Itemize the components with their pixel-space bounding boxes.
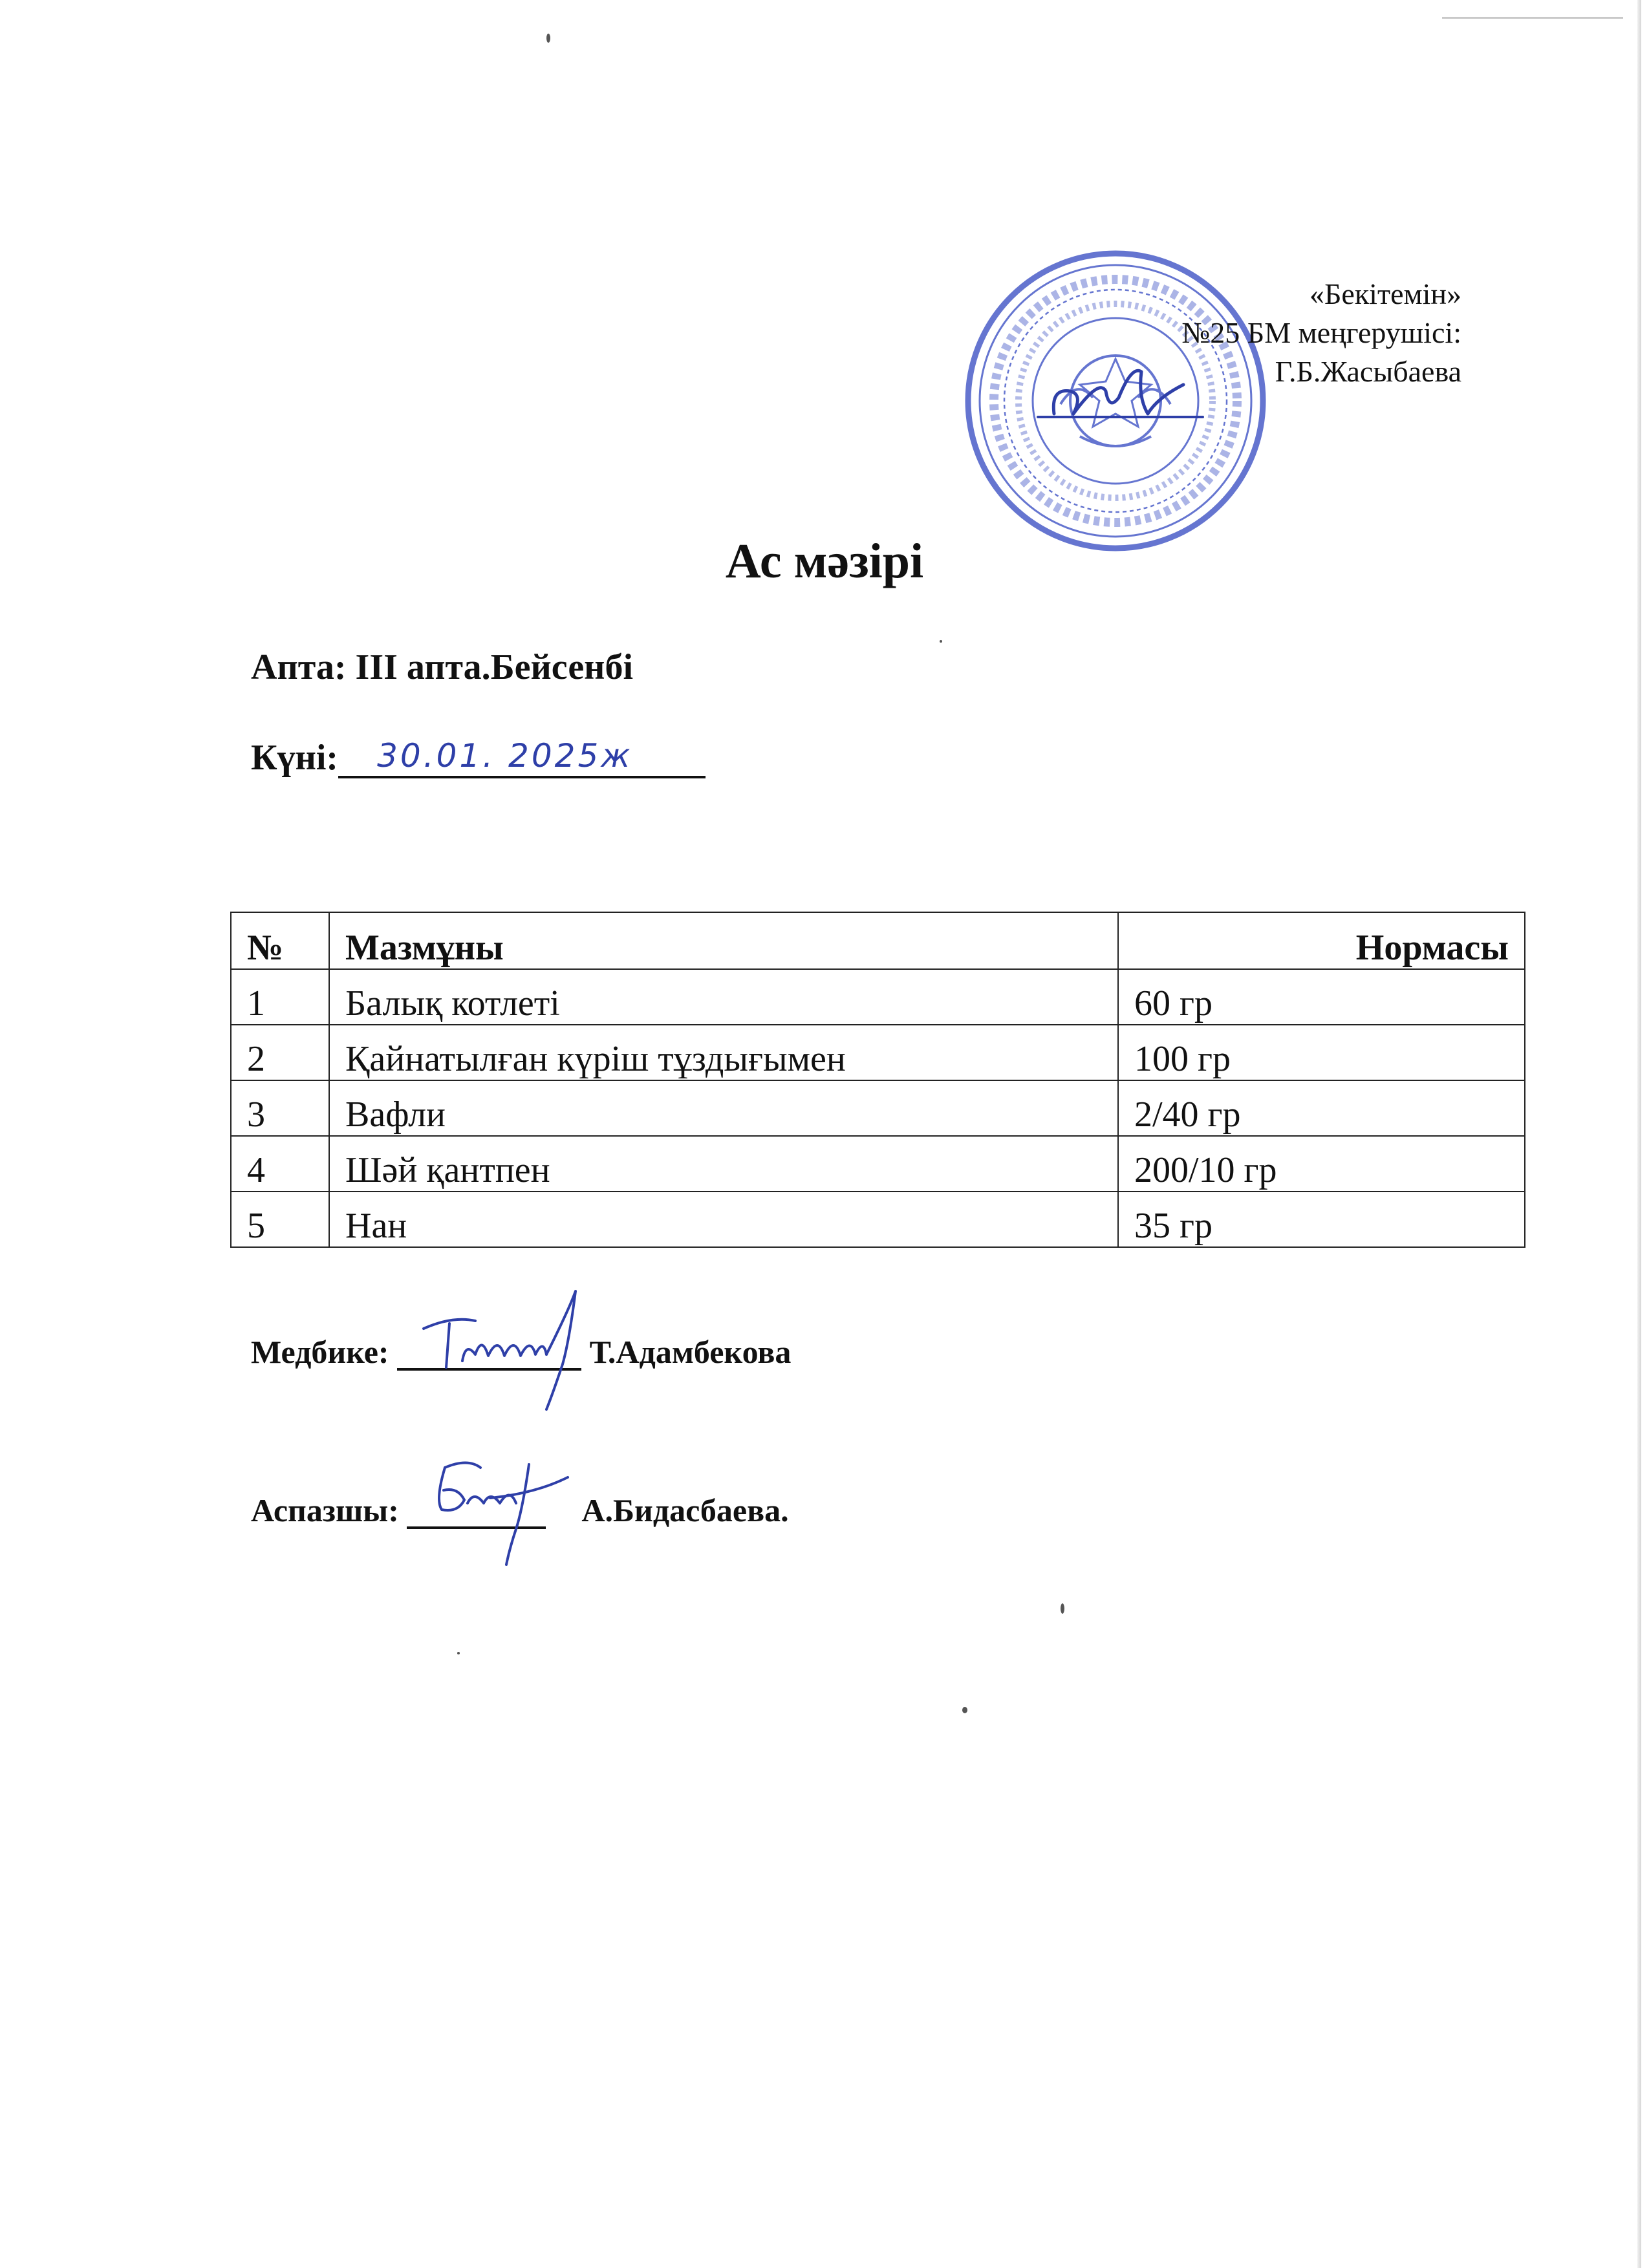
nurse-signature — [414, 1283, 595, 1413]
row-dish: Вафли — [329, 1080, 1118, 1136]
approval-position: №25 БМ меңгерушісі: — [1181, 316, 1461, 349]
cook-signature — [419, 1439, 574, 1568]
table-row — [231, 1025, 1525, 1080]
row-number: 2 — [231, 1025, 329, 1080]
approval-heading: «Бекітемін» — [1310, 277, 1461, 310]
table-row — [231, 1192, 1525, 1247]
row-number: 5 — [231, 1192, 329, 1247]
column-header-content: Мазмұны — [329, 912, 1118, 969]
row-number: 4 — [231, 1136, 329, 1192]
scan-speck — [940, 640, 942, 643]
date-line — [251, 737, 706, 778]
scan-edge-right — [1637, 0, 1641, 2268]
row-dish: Нан — [329, 1192, 1118, 1247]
menu-table — [230, 912, 1525, 1248]
cook-label: Аспазшы: — [251, 1492, 399, 1528]
cook-name: А.Бидасбаева. — [581, 1492, 789, 1528]
table-row — [231, 969, 1525, 1025]
scan-speck — [1061, 1603, 1064, 1614]
scan-speck — [962, 1707, 967, 1713]
approval-name: Г.Б.Жасыбаева — [1275, 354, 1461, 388]
nurse-label: Медбике: — [251, 1334, 389, 1370]
approval-signature — [1035, 352, 1209, 430]
table-row — [231, 1080, 1525, 1136]
column-header-number: № — [231, 912, 329, 969]
row-number: 1 — [231, 969, 329, 1025]
scan-speck — [457, 1652, 460, 1654]
date-label: Күні: — [251, 738, 339, 778]
column-header-norm: Нормасы — [1118, 912, 1525, 969]
date-field — [338, 737, 706, 778]
page-title: Ас мәзірі — [725, 534, 924, 588]
table-row — [231, 1136, 1525, 1192]
week-line: Апта: III апта.Бейсенбі — [251, 647, 634, 687]
scan-speck — [546, 34, 550, 43]
scan-edge-top — [1442, 17, 1623, 19]
table-header-row — [231, 912, 1525, 969]
row-dish: Балық котлеті — [329, 969, 1118, 1025]
row-norm: 60 гр — [1118, 969, 1525, 1025]
row-dish: Қайнатылған күріш тұздығымен — [329, 1025, 1118, 1080]
row-norm: 2/40 гр — [1118, 1080, 1525, 1136]
nurse-name: Т.Адамбекова — [589, 1334, 792, 1370]
row-dish: Шәй қантпен — [329, 1136, 1118, 1192]
row-number: 3 — [231, 1080, 329, 1136]
row-norm: 200/10 гр — [1118, 1136, 1525, 1192]
date-value: 30.01. 2025ж — [377, 737, 633, 775]
row-norm: 100 гр — [1118, 1025, 1525, 1080]
row-norm: 35 гр — [1118, 1192, 1525, 1247]
